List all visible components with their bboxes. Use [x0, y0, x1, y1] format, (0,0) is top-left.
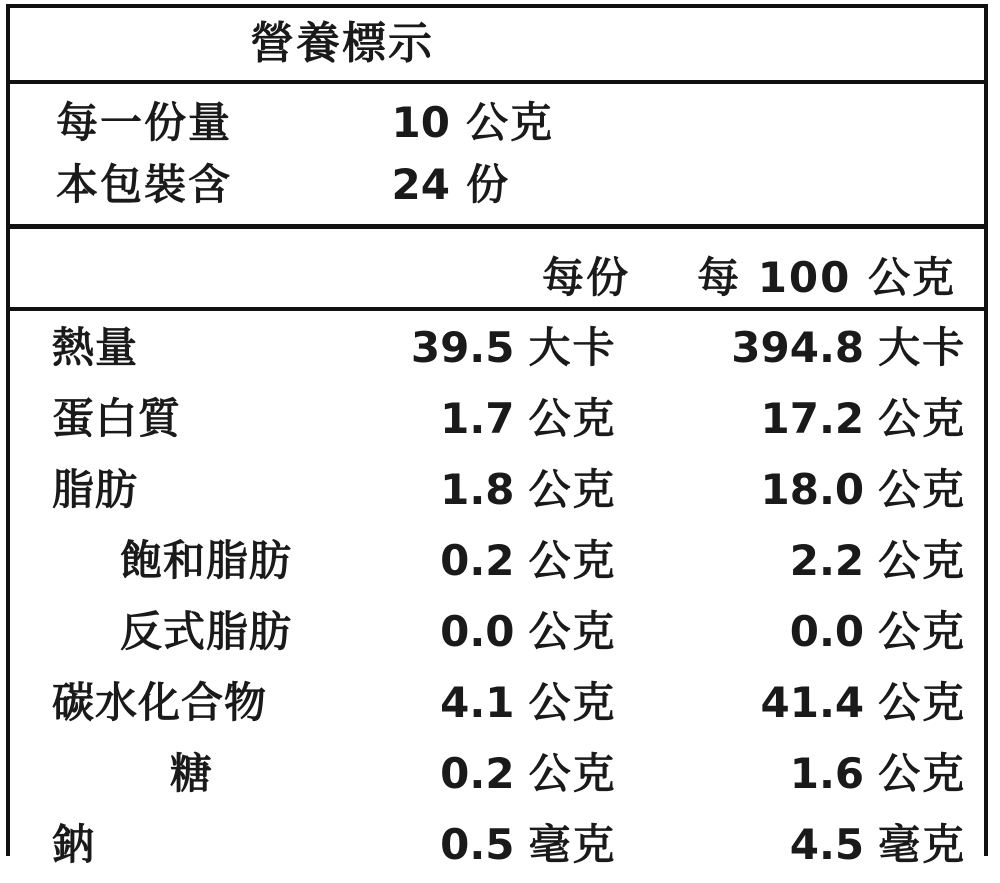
nutrient-serving-unit: 公克 [528, 749, 617, 798]
servings-per-container-value: 24 [391, 160, 450, 209]
nutrient-per100-unit: 公克 [878, 678, 967, 727]
nutrient-serving-unit: 公克 [528, 678, 617, 727]
nutrient-name: 熱量 [52, 323, 139, 372]
nutrient-name: 碳水化合物 [52, 678, 268, 727]
nutrient-name: 反式脂肪 [120, 607, 293, 656]
label-title: 營養標示 [250, 18, 434, 69]
serving-info-block [10, 84, 984, 229]
table-row [10, 741, 984, 812]
serving-size-label: 每一份量 [56, 98, 233, 147]
nutrient-name: 蛋白質 [52, 394, 182, 443]
nutrition-facts-panel [6, 4, 988, 869]
nutrient-serving-value: 0.2 [440, 536, 515, 585]
nutrient-per100-value: 1.6 [789, 749, 865, 798]
nutrient-per100-value: 17.2 [760, 394, 865, 443]
table-row [10, 670, 984, 741]
nutrient-serving-value: 0.0 [440, 607, 515, 656]
nutrient-per100-unit: 公克 [878, 607, 967, 656]
serving-size-unit: 公克 [466, 98, 555, 147]
table-row [10, 457, 984, 528]
nutrient-serving-unit: 公克 [528, 465, 617, 514]
nutrient-serving-unit: 公克 [528, 394, 617, 443]
nutrient-serving-value: 1.7 [440, 394, 515, 443]
nutrient-name: 飽和脂肪 [120, 536, 293, 585]
nutrient-per100-value: 394.8 [731, 323, 865, 372]
nutrient-per100-value: 2.2 [789, 536, 865, 585]
table-row [10, 812, 984, 883]
nutrient-name: 糖 [170, 749, 214, 798]
nutrient-serving-value: 0.5 [440, 820, 515, 869]
label-title-row [10, 8, 984, 84]
servings-per-container-row [10, 152, 984, 214]
nutrient-per100-unit: 公克 [878, 749, 967, 798]
nutrient-serving-value: 4.1 [440, 678, 515, 727]
nutrient-per100-value: 0.0 [789, 607, 865, 656]
table-row [10, 528, 984, 599]
nutrient-serving-unit: 毫克 [528, 820, 617, 869]
nutrient-per100-unit: 公克 [878, 394, 967, 443]
nutrient-per100-unit: 公克 [878, 536, 967, 585]
table-row [10, 386, 984, 457]
column-header-row [10, 229, 984, 311]
nutrient-per100-value: 41.4 [760, 678, 865, 727]
nutrient-per100-unit: 公克 [878, 465, 967, 514]
nutrient-per100-value: 4.5 [789, 820, 865, 869]
nutrient-serving-value: 0.2 [440, 749, 515, 798]
serving-size-value: 10 [391, 98, 450, 147]
nutrient-serving-unit: 大卡 [528, 323, 617, 372]
nutrient-serving-value: 1.8 [440, 465, 515, 514]
table-row [10, 599, 984, 670]
table-row [10, 315, 984, 386]
column-header-per-100g: 每 100 公克 [697, 253, 956, 302]
nutrient-serving-value: 39.5 [410, 323, 515, 372]
nutrient-per100-value: 18.0 [760, 465, 865, 514]
nutrient-name: 脂肪 [52, 465, 139, 514]
nutrient-name: 鈉 [52, 820, 96, 869]
nutrient-rows [10, 311, 984, 883]
nutrient-serving-unit: 公克 [528, 536, 617, 585]
servings-per-container-label: 本包裝含 [56, 160, 233, 209]
nutrient-serving-unit: 公克 [528, 607, 617, 656]
nutrient-per100-unit: 大卡 [878, 323, 967, 372]
serving-size-row [10, 90, 984, 152]
column-header-per-serving: 每份 [541, 253, 630, 302]
nutrient-per100-unit: 毫克 [878, 820, 967, 869]
servings-per-container-unit: 份 [466, 160, 511, 209]
